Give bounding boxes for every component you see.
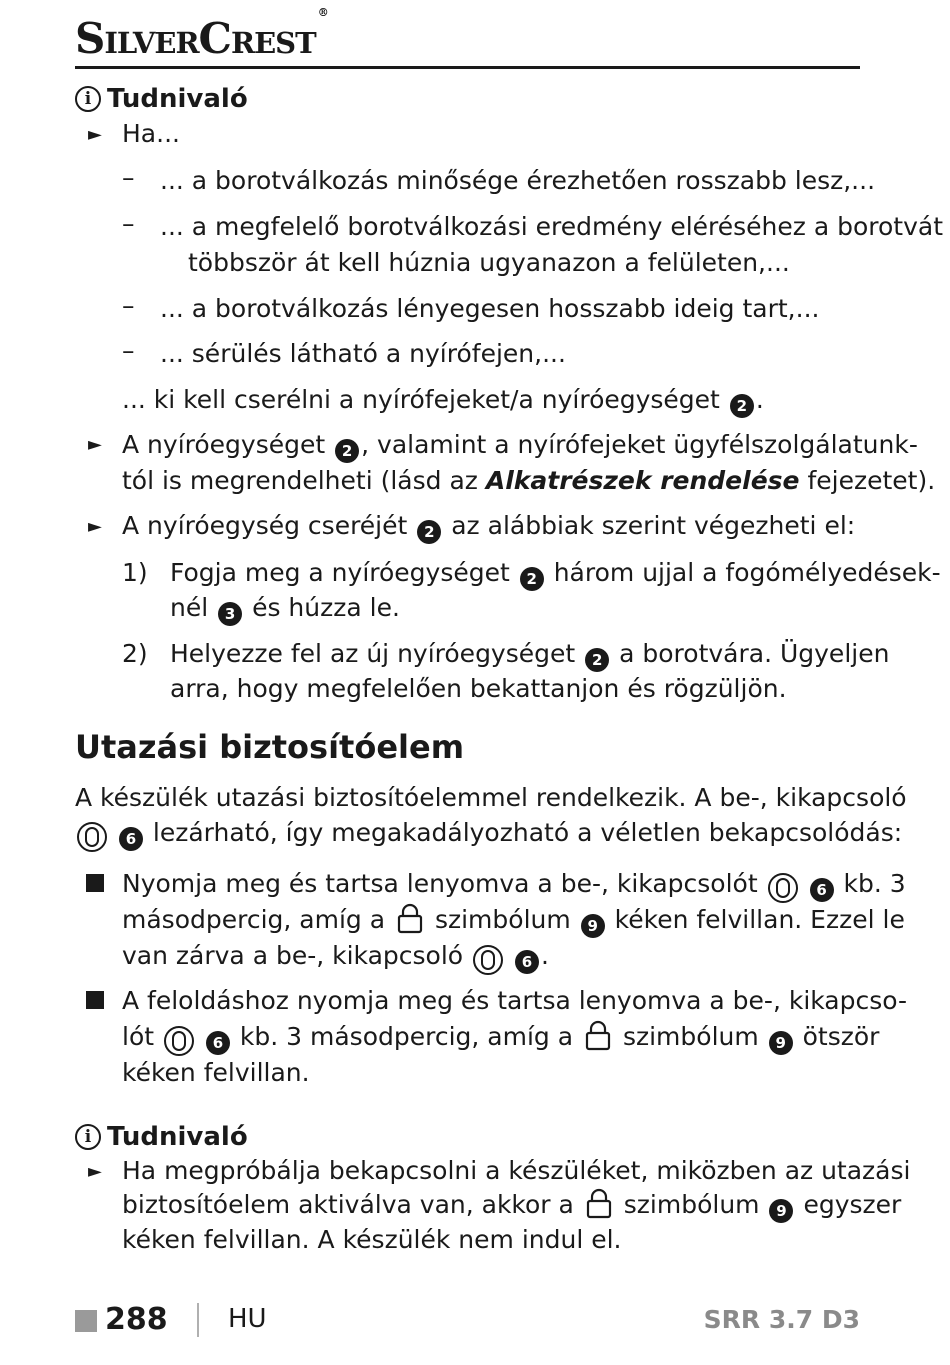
item-text-cont: kéken felvillan. <box>122 1058 310 1087</box>
number-2-icon: 2 <box>730 394 754 418</box>
dash-bullet: – <box>122 209 135 238</box>
lock-icon <box>585 1187 613 1219</box>
note-heading: i Tudnivaló <box>75 1122 248 1152</box>
number-9-icon: 9 <box>769 1199 793 1223</box>
number-2-icon: 2 <box>520 567 544 591</box>
section-intro: A készülék utazási biztosítóelemmel rendelkezik. A be-, kikapcsoló <box>75 783 907 812</box>
dash-bullet: – <box>122 291 135 320</box>
step-number: 1) <box>122 558 148 587</box>
number-2-icon: 2 <box>417 520 441 544</box>
note-text: Ha... <box>122 119 180 148</box>
triangle-bullet-icon: ► <box>88 516 102 537</box>
dash-bullet: – <box>122 163 135 192</box>
step-number: 2) <box>122 639 148 668</box>
note-text-cont: kéken felvillan. A készülék nem indul el. <box>122 1225 622 1254</box>
triangle-bullet-icon: ► <box>88 1161 102 1182</box>
number-2-icon: 2 <box>585 648 609 672</box>
page-number: 288 <box>105 1302 168 1337</box>
triangle-bullet-icon: ► <box>88 124 102 145</box>
item-text: Nyomja meg és tartsa lenyomva a be-, kikapcsolót 6 kb. 3 <box>122 866 906 903</box>
item-text-cont: lót 6 kb. 3 másodpercig, amíg a szimbólum 9 ötször <box>122 1019 879 1056</box>
item-text-cont: másodpercig, amíg a szimbólum 9 kéken felvillan. Ezzel le <box>122 902 905 938</box>
dash-item: ... sérülés látható a nyírófejen,... <box>160 339 566 368</box>
number-3-icon: 3 <box>218 602 242 626</box>
number-9-icon: 9 <box>581 914 605 938</box>
triangle-bullet-icon: ► <box>88 434 102 455</box>
step-text: Helyezze fel az új nyíróegységet 2 a borotvára. Ügyeljen <box>170 636 889 672</box>
power-switch-icon <box>77 822 107 852</box>
info-icon: i <box>75 1124 101 1150</box>
number-6-icon: 6 <box>119 827 143 851</box>
square-bullet-icon <box>86 991 104 1009</box>
dash-item: ... a borotválkozás lényegesen hosszabb ideig tart,... <box>160 294 820 323</box>
info-icon: i <box>75 86 101 112</box>
bullet-text: A nyíróegység cseréjét 2 az alábbiak szerint végezheti el: <box>122 508 855 544</box>
item-text: A feloldáshoz nyomja meg és tartsa lenyomva a be-, kikapcso- <box>122 986 908 1015</box>
note-text: Ha megpróbálja bekapcsolni a készüléket, miközben az utazási <box>122 1156 911 1185</box>
number-6-icon: 6 <box>515 950 539 974</box>
dash-item: ... a borotválkozás minősége érezhetően rosszabb lesz,... <box>160 166 876 195</box>
power-switch-icon <box>164 1026 194 1056</box>
number-6-icon: 6 <box>810 878 834 902</box>
dash-bullet: – <box>122 336 135 365</box>
dash-item: ... a megfelelő borotválkozási eredmény eléréséhez a borotvát <box>160 212 944 241</box>
conclusion-text: ... ki kell cserélni a nyírófejeket/a nyíróegységet 2 . <box>122 382 764 418</box>
dash-item-cont: többször át kell húznia ugyanazon a felületen,... <box>188 248 790 277</box>
bullet-text: A nyíróegységet 2 , valamint a nyírófejeket ügyfélszolgálatunk- <box>122 427 918 463</box>
note-text-cont: biztosítóelem aktiválva van, akkor a szimbólum 9 egyszer <box>122 1187 901 1223</box>
power-switch-icon <box>768 873 798 903</box>
lock-icon <box>396 902 424 934</box>
footer-square-icon <box>75 1310 97 1332</box>
square-bullet-icon <box>86 874 104 892</box>
language-code: HU <box>228 1304 267 1334</box>
step-text-cont: arra, hogy megfelelően bekattanjon és rögzüljön. <box>170 674 787 703</box>
step-text-cont: nél 3 és húzza le. <box>170 590 400 626</box>
item-text-cont: van zárva a be-, kikapcsoló 6 . <box>122 938 549 975</box>
model-number: SRR 3.7 D3 <box>703 1305 860 1334</box>
header-rule <box>75 66 860 69</box>
brand-logo: SilverCrest® <box>75 6 328 63</box>
section-title: Utazási biztosítóelem <box>75 728 465 766</box>
step-text: Fogja meg a nyíróegységet 2 három ujjal a fogómélyedések- <box>170 555 941 591</box>
footer-divider <box>197 1303 199 1337</box>
lock-icon <box>584 1019 612 1051</box>
number-9-icon: 9 <box>769 1031 793 1055</box>
note-heading: i Tudnivaló <box>75 84 248 114</box>
power-switch-icon <box>473 945 503 975</box>
section-intro-cont: 6 lezárható, így megakadályozható a véletlen bekapcsolódás: <box>75 815 902 852</box>
number-2-icon: 2 <box>335 439 359 463</box>
bullet-text-cont: tól is megrendelheti (lásd az Alkatrészek rendelése fejezetet). <box>122 466 936 495</box>
number-6-icon: 6 <box>206 1031 230 1055</box>
